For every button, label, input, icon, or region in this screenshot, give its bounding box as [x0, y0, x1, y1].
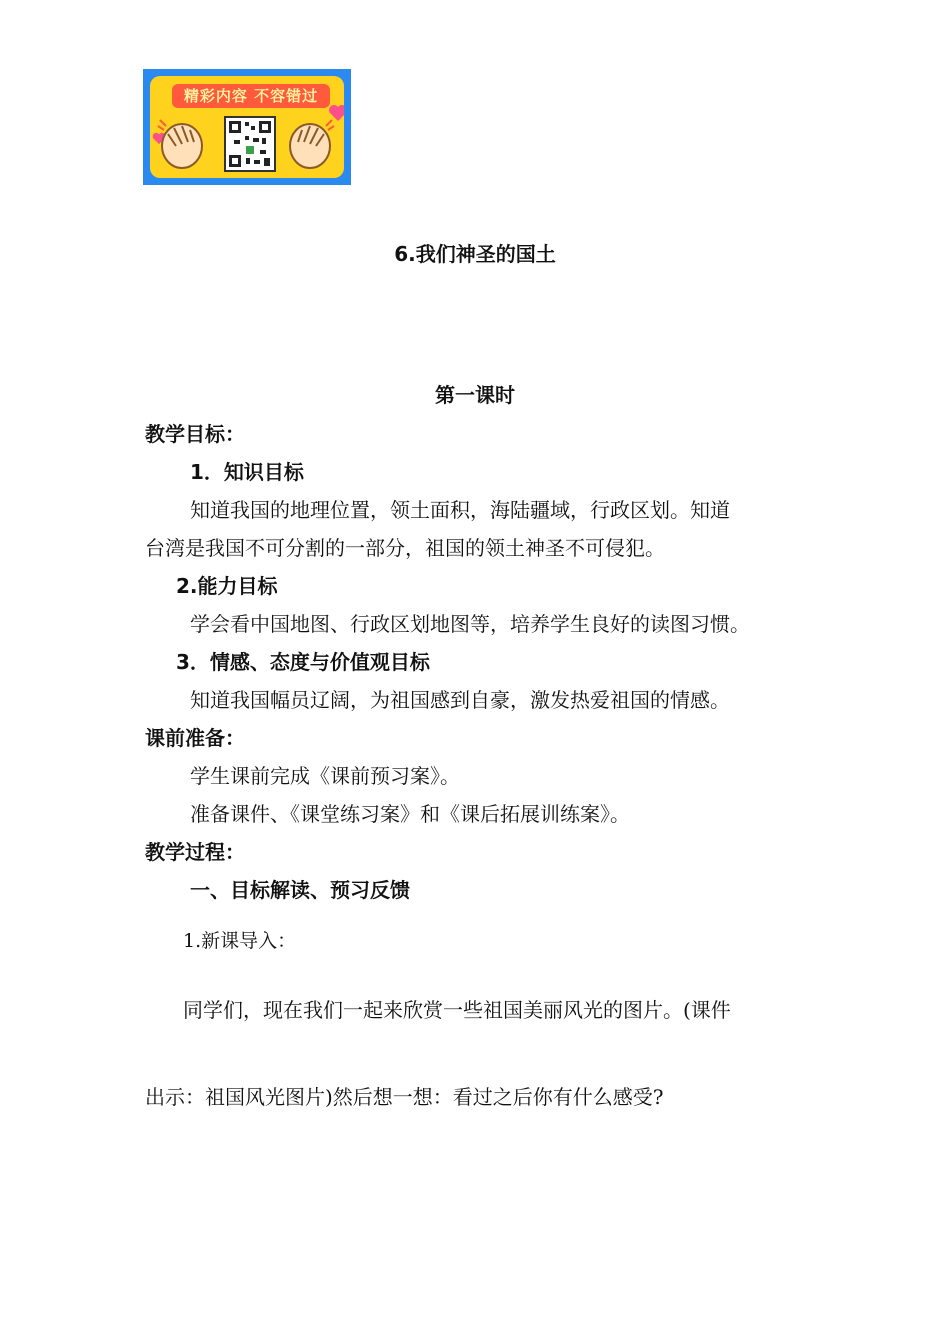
objective-1-heading: 1．知识目标 [190, 460, 304, 484]
promo-banner-text: 精彩内容 不容错过 [172, 84, 330, 108]
section-1-heading: 一、目标解读、预习反馈 [190, 878, 410, 902]
clapping-hands-icon [154, 116, 210, 172]
objective-3-line-1: 知道我国幅员辽阔，为祖国感到自豪，激发热爱祖国的情感。 [190, 688, 730, 712]
intro-line-1: 同学们，现在我们一起来欣赏一些祖国美丽风光的图片。(课件 [183, 998, 731, 1022]
intro-line-2: 出示：祖国风光图片)然后想一想：看过之后你有什么感受? [145, 1085, 664, 1109]
clapping-hands-icon [282, 116, 338, 172]
step-1-label: 1.新课导入： [183, 930, 297, 952]
objective-1-line-1: 知道我国的地理位置，领土面积，海陆疆域，行政区划。知道 [190, 498, 730, 522]
objective-3-heading: 3．情感、态度与价值观目标 [176, 650, 430, 674]
process-heading: 教学过程： [145, 840, 245, 864]
objective-2-line-1: 学会看中国地图、行政区划地图等，培养学生良好的读图习惯。 [190, 612, 750, 636]
prep-line-2: 准备课件、《课堂练习案》和《课后拓展训练案》。 [190, 802, 630, 826]
prep-line-1: 学生课前完成《课前预习案》。 [190, 764, 460, 788]
objective-1-line-2: 台湾是我国不可分割的一部分，祖国的领土神圣不可侵犯。 [145, 536, 665, 560]
page-title: 6.我们神圣的国土 [394, 242, 556, 266]
objectives-heading: 教学目标： [145, 422, 245, 446]
qr-code-icon[interactable] [224, 116, 276, 172]
promo-banner[interactable] [143, 69, 351, 185]
promo-banner-inner [150, 76, 344, 178]
lesson-heading: 第一课时 [435, 383, 515, 407]
prep-heading: 课前准备： [145, 726, 245, 750]
objective-2-heading: 2.能力目标 [176, 574, 278, 598]
